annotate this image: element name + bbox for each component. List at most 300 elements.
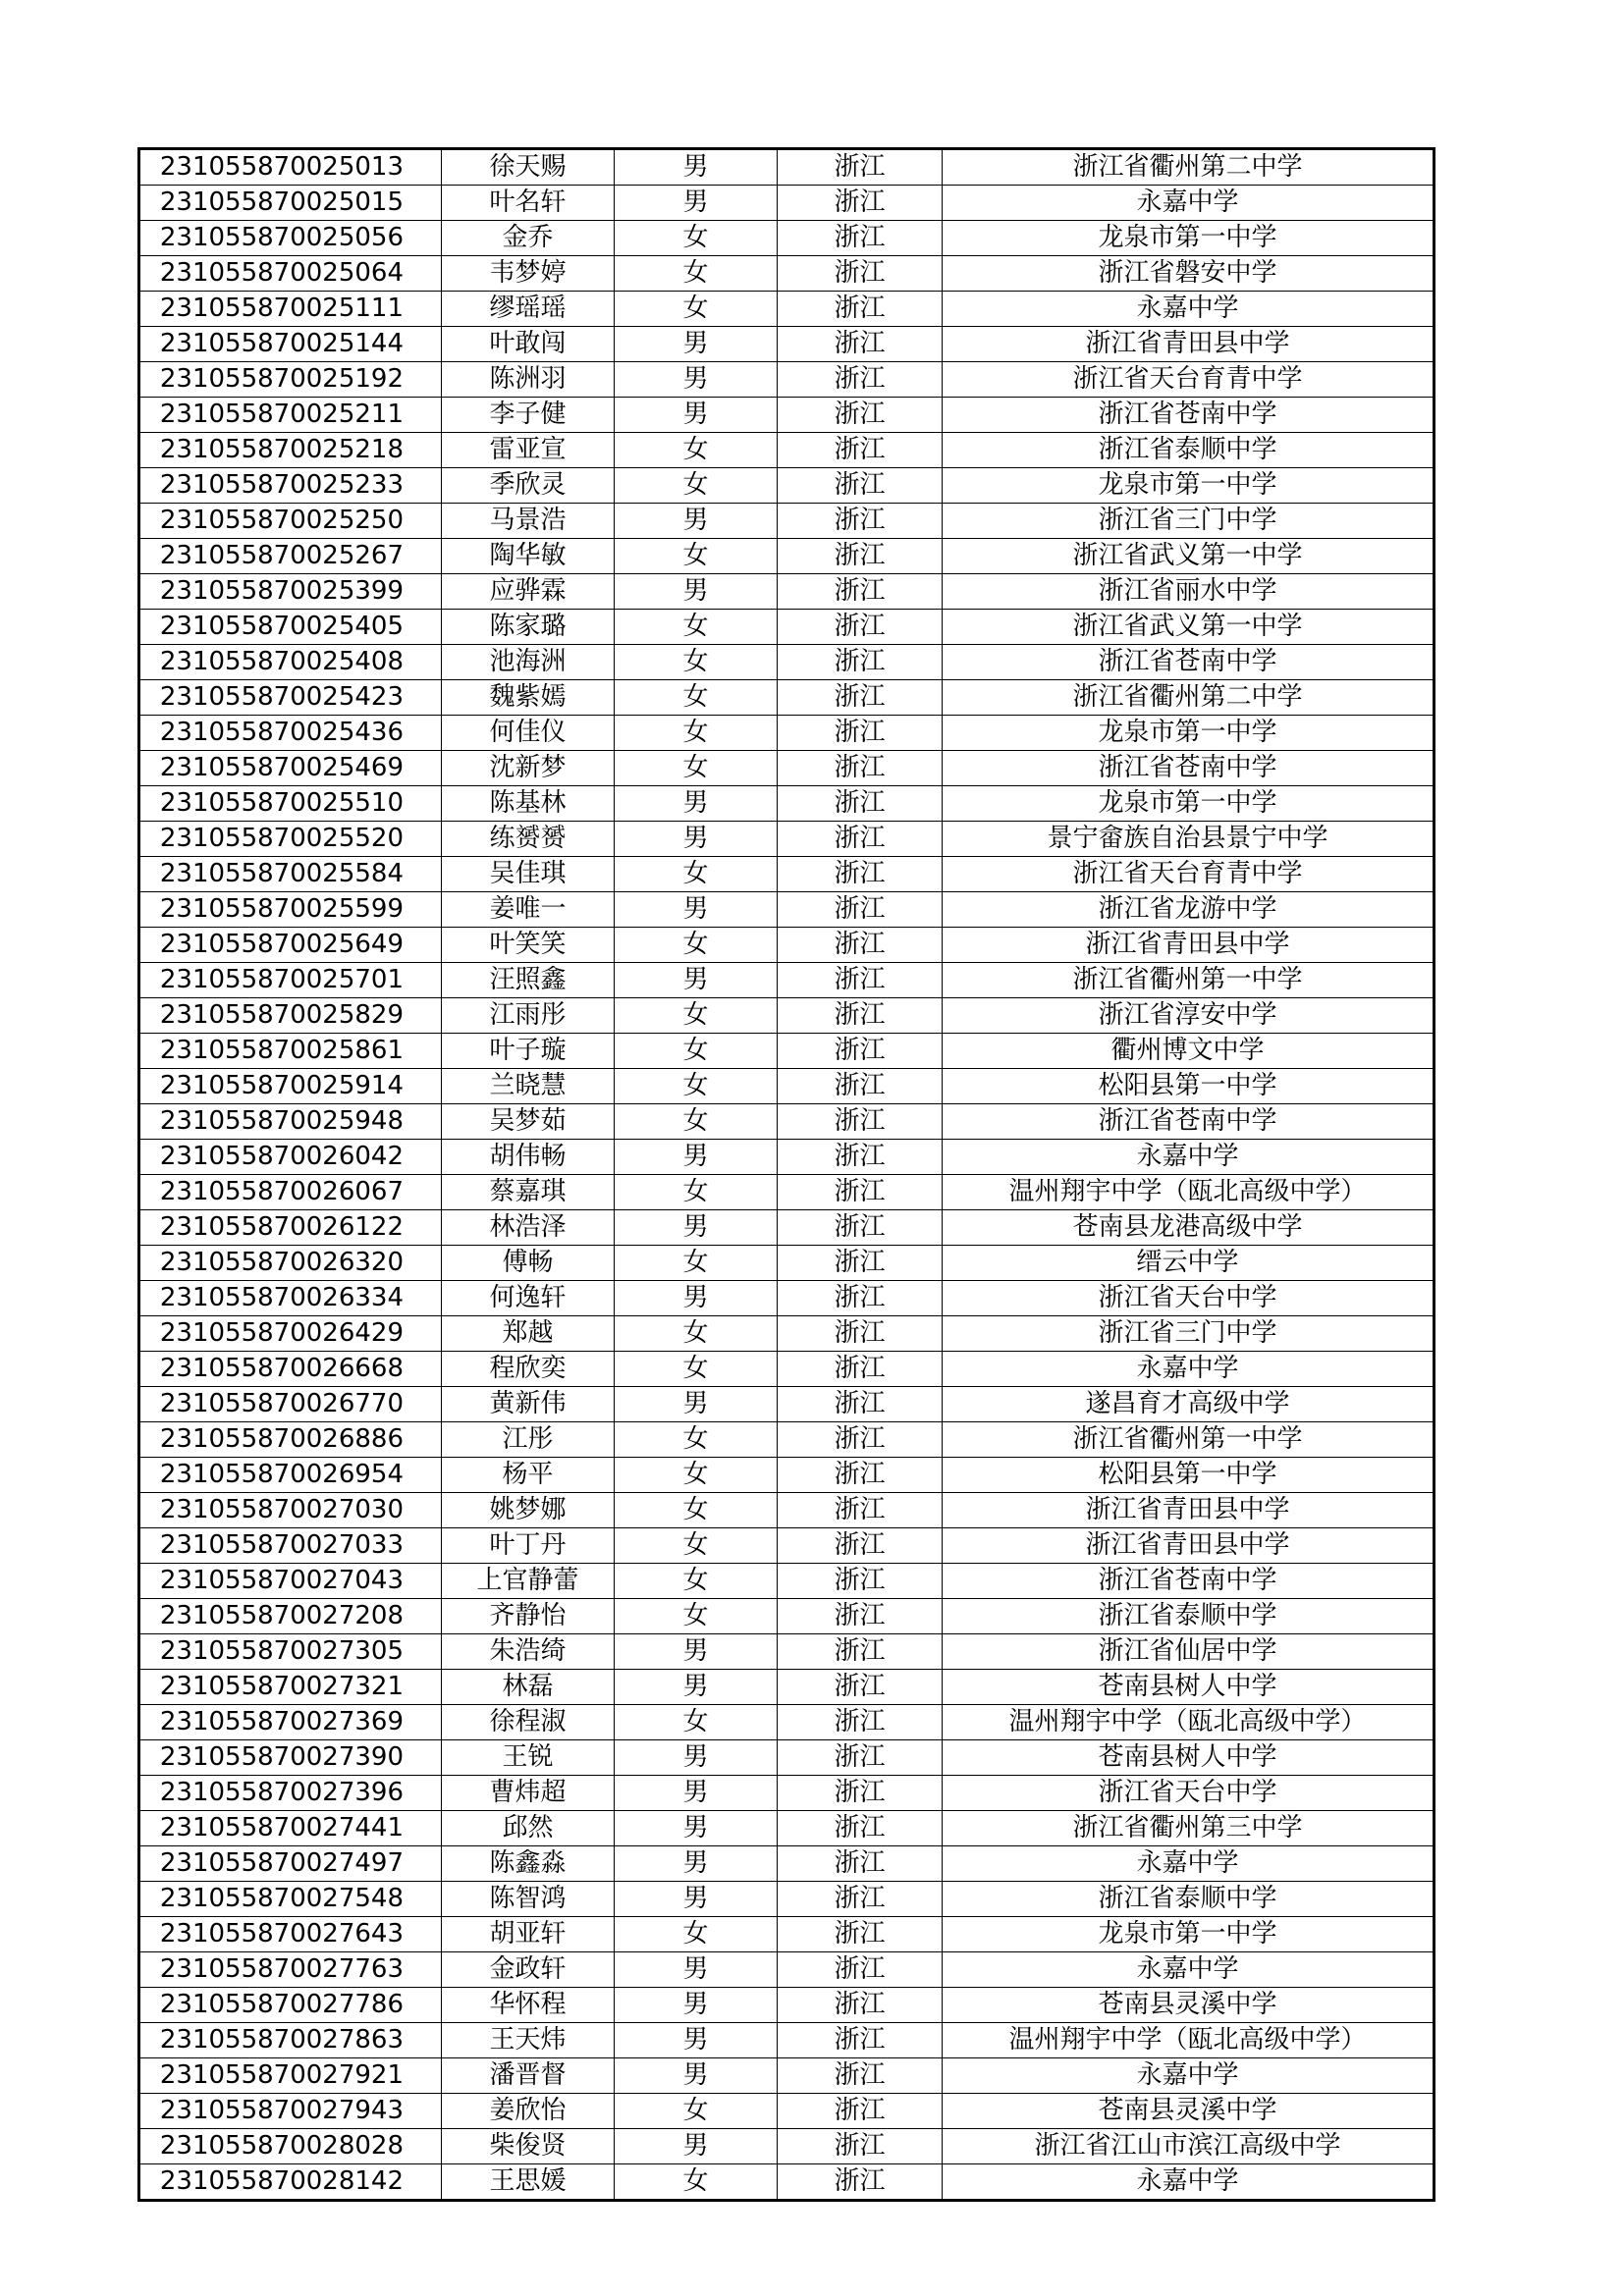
table-row [139,539,1435,574]
province-cell: 浙江 [778,2164,943,2201]
gender-cell: 女 [615,433,778,468]
exam-number-cell: 231055870025423 [139,680,442,716]
table-row [139,149,1435,186]
student-name-cell: 上官静蕾 [442,1564,615,1599]
exam-number-cell: 231055870025192 [139,362,442,398]
student-name-cell: 王天炜 [442,2023,615,2058]
school-cell: 浙江省青田县中学 [943,327,1435,362]
school-cell: 永嘉中学 [943,292,1435,327]
student-name-cell: 姜唯一 [442,892,615,928]
gender-cell: 女 [615,1564,778,1599]
student-name-cell: 兰晓慧 [442,1069,615,1104]
student-name-cell: 金政轩 [442,1952,615,1988]
table-row [139,1352,1435,1387]
province-cell: 浙江 [778,1387,943,1422]
student-name-cell: 潘晋督 [442,2058,615,2094]
school-cell: 浙江省衢州第一中学 [943,1422,1435,1458]
exam-number-cell: 231055870027497 [139,1846,442,1882]
gender-cell: 女 [615,2094,778,2129]
student-name-cell: 陈基林 [442,786,615,822]
student-name-cell: 金乔 [442,221,615,256]
table-row [139,822,1435,857]
gender-cell: 女 [615,1069,778,1104]
student-name-cell: 魏紫嫣 [442,680,615,716]
province-cell: 浙江 [778,327,943,362]
student-name-cell: 徐天赐 [442,149,615,186]
gender-cell: 男 [615,2129,778,2164]
table-row [139,1281,1435,1316]
exam-number-cell: 231055870025861 [139,1034,442,1069]
student-name-cell: 吴佳琪 [442,857,615,892]
gender-cell: 女 [615,1528,778,1564]
school-cell: 浙江省苍南中学 [943,1104,1435,1140]
province-cell: 浙江 [778,2058,943,2094]
table-row [139,2023,1435,2058]
province-cell: 浙江 [778,362,943,398]
province-cell: 浙江 [778,1316,943,1352]
province-cell: 浙江 [778,504,943,539]
table-row [139,963,1435,998]
table-row [139,892,1435,928]
table-row [139,786,1435,822]
student-name-cell: 杨平 [442,1458,615,1493]
table-row [139,1811,1435,1846]
exam-number-cell: 231055870025914 [139,1069,442,1104]
school-cell: 遂昌育才高级中学 [943,1387,1435,1422]
exam-number-cell: 231055870027043 [139,1564,442,1599]
school-cell: 松阳县第一中学 [943,1458,1435,1493]
table-row [139,292,1435,327]
table-row [139,1952,1435,1988]
school-cell: 浙江省青田县中学 [943,1528,1435,1564]
school-cell: 苍南县树人中学 [943,1670,1435,1705]
exam-number-cell: 231055870027763 [139,1952,442,1988]
province-cell: 浙江 [778,928,943,963]
province-cell: 浙江 [778,1776,943,1811]
student-name-cell: 林磊 [442,1670,615,1705]
student-name-cell: 姜欣怡 [442,2094,615,2129]
province-cell: 浙江 [778,1493,943,1528]
province-cell: 浙江 [778,963,943,998]
school-cell: 永嘉中学 [943,2058,1435,2094]
table-row [139,1069,1435,1104]
gender-cell: 女 [615,610,778,645]
roster-body [139,149,1435,2201]
table-row [139,1670,1435,1705]
school-cell: 永嘉中学 [943,1352,1435,1387]
student-name-cell: 傅畅 [442,1246,615,1281]
table-row [139,362,1435,398]
table-row [139,928,1435,963]
table-row [139,1316,1435,1352]
gender-cell: 男 [615,1140,778,1175]
province-cell: 浙江 [778,857,943,892]
student-name-cell: 叶敢闯 [442,327,615,362]
student-name-cell: 王思媛 [442,2164,615,2201]
exam-number-cell: 231055870027033 [139,1528,442,1564]
gender-cell: 女 [615,221,778,256]
school-cell: 温州翔宇中学（瓯北高级中学） [943,1705,1435,1740]
student-name-cell: 陈鑫淼 [442,1846,615,1882]
exam-number-cell: 231055870025015 [139,186,442,221]
gender-cell: 女 [615,998,778,1034]
table-row [139,1104,1435,1140]
school-cell: 浙江省苍南中学 [943,645,1435,680]
table-row [139,186,1435,221]
student-name-cell: 练赟赟 [442,822,615,857]
province-cell: 浙江 [778,1281,943,1316]
gender-cell: 女 [615,1104,778,1140]
exam-number-cell: 231055870026668 [139,1352,442,1387]
table-row [139,1846,1435,1882]
gender-cell: 女 [615,1458,778,1493]
province-cell: 浙江 [778,292,943,327]
gender-cell: 男 [615,1776,778,1811]
province-cell: 浙江 [778,1246,943,1281]
student-name-cell: 徐程淑 [442,1705,615,1740]
exam-number-cell: 231055870025436 [139,716,442,751]
student-name-cell: 叶笑笑 [442,928,615,963]
student-name-cell: 应骅霖 [442,574,615,610]
gender-cell: 女 [615,1705,778,1740]
exam-number-cell: 231055870027441 [139,1811,442,1846]
exam-number-cell: 231055870026954 [139,1458,442,1493]
exam-number-cell: 231055870025267 [139,539,442,574]
table-row [139,1387,1435,1422]
exam-number-cell: 231055870026429 [139,1316,442,1352]
student-name-cell: 陶华敏 [442,539,615,574]
gender-cell: 男 [615,1988,778,2023]
province-cell: 浙江 [778,1422,943,1458]
table-row [139,327,1435,362]
exam-number-cell: 231055870027396 [139,1776,442,1811]
province-cell: 浙江 [778,1740,943,1776]
province-cell: 浙江 [778,186,943,221]
province-cell: 浙江 [778,149,943,186]
table-row [139,433,1435,468]
province-cell: 浙江 [778,433,943,468]
student-name-cell: 程欣奕 [442,1352,615,1387]
student-name-cell: 王锐 [442,1740,615,1776]
school-cell: 衢州博文中学 [943,1034,1435,1069]
student-name-cell: 马景浩 [442,504,615,539]
gender-cell: 女 [615,928,778,963]
exam-number-cell: 231055870025064 [139,256,442,292]
exam-number-cell: 231055870025144 [139,327,442,362]
student-name-cell: 叶名轩 [442,186,615,221]
gender-cell: 男 [615,504,778,539]
province-cell: 浙江 [778,892,943,928]
gender-cell: 男 [615,1882,778,1917]
school-cell: 浙江省衢州第二中学 [943,149,1435,186]
student-name-cell: 黄新伟 [442,1387,615,1422]
school-cell: 永嘉中学 [943,186,1435,221]
province-cell: 浙江 [778,716,943,751]
school-cell: 龙泉市第一中学 [943,786,1435,822]
exam-number-cell: 231055870025399 [139,574,442,610]
province-cell: 浙江 [778,1599,943,1634]
gender-cell: 女 [615,716,778,751]
exam-number-cell: 231055870026886 [139,1422,442,1458]
province-cell: 浙江 [778,468,943,504]
table-row [139,221,1435,256]
exam-number-cell: 231055870028142 [139,2164,442,2201]
province-cell: 浙江 [778,1882,943,1917]
school-cell: 苍南县龙港高级中学 [943,1210,1435,1246]
table-row [139,1882,1435,1917]
student-name-cell: 缪瑶瑶 [442,292,615,327]
student-name-cell: 陈洲羽 [442,362,615,398]
table-row [139,1528,1435,1564]
table-row [139,1493,1435,1528]
exam-number-cell: 231055870027030 [139,1493,442,1528]
province-cell: 浙江 [778,1634,943,1670]
table-row [139,645,1435,680]
gender-cell: 男 [615,1670,778,1705]
student-name-cell: 季欣灵 [442,468,615,504]
school-cell: 浙江省泰顺中学 [943,1599,1435,1634]
province-cell: 浙江 [778,574,943,610]
exam-number-cell: 231055870025233 [139,468,442,504]
province-cell: 浙江 [778,256,943,292]
exam-number-cell: 231055870025510 [139,786,442,822]
table-row [139,1776,1435,1811]
gender-cell: 女 [615,680,778,716]
exam-number-cell: 231055870027863 [139,2023,442,2058]
exam-number-cell: 231055870025520 [139,822,442,857]
province-cell: 浙江 [778,680,943,716]
province-cell: 浙江 [778,539,943,574]
table-row [139,1175,1435,1210]
student-name-cell: 沈新梦 [442,751,615,786]
gender-cell: 女 [615,1917,778,1952]
exam-number-cell: 231055870025599 [139,892,442,928]
exam-number-cell: 231055870025469 [139,751,442,786]
gender-cell: 男 [615,2058,778,2094]
table-row [139,1422,1435,1458]
exam-number-cell: 231055870027548 [139,1882,442,1917]
gender-cell: 男 [615,574,778,610]
school-cell: 浙江省衢州第二中学 [943,680,1435,716]
table-row [139,1564,1435,1599]
school-cell: 浙江省苍南中学 [943,398,1435,433]
exam-number-cell: 231055870027390 [139,1740,442,1776]
table-row [139,857,1435,892]
table-row [139,2129,1435,2164]
exam-number-cell: 231055870026122 [139,1210,442,1246]
school-cell: 浙江省磐安中学 [943,256,1435,292]
school-cell: 温州翔宇中学（瓯北高级中学） [943,1175,1435,1210]
exam-number-cell: 231055870027369 [139,1705,442,1740]
gender-cell: 男 [615,786,778,822]
gender-cell: 男 [615,1210,778,1246]
gender-cell: 男 [615,1846,778,1882]
student-name-cell: 汪照鑫 [442,963,615,998]
student-name-cell: 何逸轩 [442,1281,615,1316]
school-cell: 浙江省江山市滨江高级中学 [943,2129,1435,2164]
student-name-cell: 姚梦娜 [442,1493,615,1528]
exam-number-cell: 231055870026320 [139,1246,442,1281]
school-cell: 龙泉市第一中学 [943,1917,1435,1952]
table-row [139,1599,1435,1634]
table-row [139,574,1435,610]
gender-cell: 女 [615,857,778,892]
gender-cell: 女 [615,1422,778,1458]
exam-number-cell: 231055870027208 [139,1599,442,1634]
gender-cell: 女 [615,1034,778,1069]
student-name-cell: 叶子璇 [442,1034,615,1069]
province-cell: 浙江 [778,1352,943,1387]
table-row [139,680,1435,716]
province-cell: 浙江 [778,645,943,680]
table-row [139,1917,1435,1952]
exam-number-cell: 231055870025056 [139,221,442,256]
student-name-cell: 何佳仪 [442,716,615,751]
exam-number-cell: 231055870026042 [139,1140,442,1175]
exam-number-cell: 231055870027643 [139,1917,442,1952]
school-cell: 浙江省泰顺中学 [943,1882,1435,1917]
exam-number-cell: 231055870025250 [139,504,442,539]
gender-cell: 男 [615,892,778,928]
student-name-cell: 江彤 [442,1422,615,1458]
gender-cell: 女 [615,468,778,504]
gender-cell: 女 [615,1316,778,1352]
school-cell: 浙江省淳安中学 [943,998,1435,1034]
school-cell: 松阳县第一中学 [943,1069,1435,1104]
school-cell: 浙江省泰顺中学 [943,433,1435,468]
gender-cell: 女 [615,645,778,680]
gender-cell: 男 [615,1281,778,1316]
table-row [139,610,1435,645]
table-row [139,398,1435,433]
exam-number-cell: 231055870025701 [139,963,442,998]
student-name-cell: 韦梦婷 [442,256,615,292]
province-cell: 浙江 [778,1175,943,1210]
school-cell: 浙江省苍南中学 [943,1564,1435,1599]
table-row [139,1988,1435,2023]
gender-cell: 女 [615,1493,778,1528]
province-cell: 浙江 [778,398,943,433]
gender-cell: 女 [615,1175,778,1210]
student-name-cell: 叶丁丹 [442,1528,615,1564]
gender-cell: 男 [615,963,778,998]
exam-number-cell: 231055870025948 [139,1104,442,1140]
exam-number-cell: 231055870025649 [139,928,442,963]
exam-number-cell: 231055870028028 [139,2129,442,2164]
exam-number-cell: 231055870027921 [139,2058,442,2094]
student-name-cell: 朱浩绮 [442,1634,615,1670]
school-cell: 苍南县灵溪中学 [943,2094,1435,2129]
table-row [139,751,1435,786]
exam-number-cell: 231055870027305 [139,1634,442,1670]
province-cell: 浙江 [778,2094,943,2129]
school-cell: 浙江省衢州第一中学 [943,963,1435,998]
exam-number-cell: 231055870027786 [139,1988,442,2023]
student-name-cell: 胡亚轩 [442,1917,615,1952]
exam-number-cell: 231055870025405 [139,610,442,645]
school-cell: 永嘉中学 [943,2164,1435,2201]
province-cell: 浙江 [778,786,943,822]
gender-cell: 女 [615,1599,778,1634]
school-cell: 龙泉市第一中学 [943,716,1435,751]
school-cell: 浙江省丽水中学 [943,574,1435,610]
table-row [139,1210,1435,1246]
school-cell: 浙江省三门中学 [943,504,1435,539]
exam-number-cell: 231055870025211 [139,398,442,433]
gender-cell: 男 [615,2023,778,2058]
roster-table [137,147,1435,2202]
gender-cell: 女 [615,256,778,292]
student-name-cell: 华怀程 [442,1988,615,2023]
exam-number-cell: 231055870025111 [139,292,442,327]
province-cell: 浙江 [778,1104,943,1140]
province-cell: 浙江 [778,1034,943,1069]
student-name-cell: 邱然 [442,1811,615,1846]
school-cell: 龙泉市第一中学 [943,468,1435,504]
table-row [139,468,1435,504]
school-cell: 浙江省天台中学 [943,1281,1435,1316]
school-cell: 永嘉中学 [943,1846,1435,1882]
table-row [139,716,1435,751]
student-name-cell: 池海洲 [442,645,615,680]
province-cell: 浙江 [778,1846,943,1882]
exam-number-cell: 231055870026770 [139,1387,442,1422]
school-cell: 浙江省天台育青中学 [943,857,1435,892]
exam-number-cell: 231055870026334 [139,1281,442,1316]
student-name-cell: 雷亚宣 [442,433,615,468]
gender-cell: 男 [615,1952,778,1988]
province-cell: 浙江 [778,610,943,645]
gender-cell: 女 [615,292,778,327]
gender-cell: 男 [615,1740,778,1776]
school-cell: 温州翔宇中学（瓯北高级中学） [943,2023,1435,2058]
school-cell: 浙江省天台育青中学 [943,362,1435,398]
school-cell: 浙江省青田县中学 [943,1493,1435,1528]
student-name-cell: 陈家璐 [442,610,615,645]
table-row [139,1458,1435,1493]
table-row [139,998,1435,1034]
province-cell: 浙江 [778,1564,943,1599]
gender-cell: 女 [615,539,778,574]
exam-number-cell: 231055870026067 [139,1175,442,1210]
province-cell: 浙江 [778,998,943,1034]
school-cell: 龙泉市第一中学 [943,221,1435,256]
student-name-cell: 胡伟畅 [442,1140,615,1175]
student-name-cell: 吴梦茹 [442,1104,615,1140]
table-row [139,2094,1435,2129]
province-cell: 浙江 [778,2023,943,2058]
province-cell: 浙江 [778,1210,943,1246]
table-row [139,256,1435,292]
gender-cell: 男 [615,186,778,221]
school-cell: 浙江省仙居中学 [943,1634,1435,1670]
table-row [139,1634,1435,1670]
province-cell: 浙江 [778,1811,943,1846]
province-cell: 浙江 [778,1140,943,1175]
school-cell: 永嘉中学 [943,1952,1435,1988]
gender-cell: 男 [615,327,778,362]
gender-cell: 女 [615,1352,778,1387]
school-cell: 浙江省苍南中学 [943,751,1435,786]
school-cell: 永嘉中学 [943,1140,1435,1175]
exam-number-cell: 231055870027321 [139,1670,442,1705]
school-cell: 浙江省青田县中学 [943,928,1435,963]
gender-cell: 女 [615,751,778,786]
exam-number-cell: 231055870025584 [139,857,442,892]
table-row [139,1740,1435,1776]
school-cell: 浙江省三门中学 [943,1316,1435,1352]
school-cell: 缙云中学 [943,1246,1435,1281]
